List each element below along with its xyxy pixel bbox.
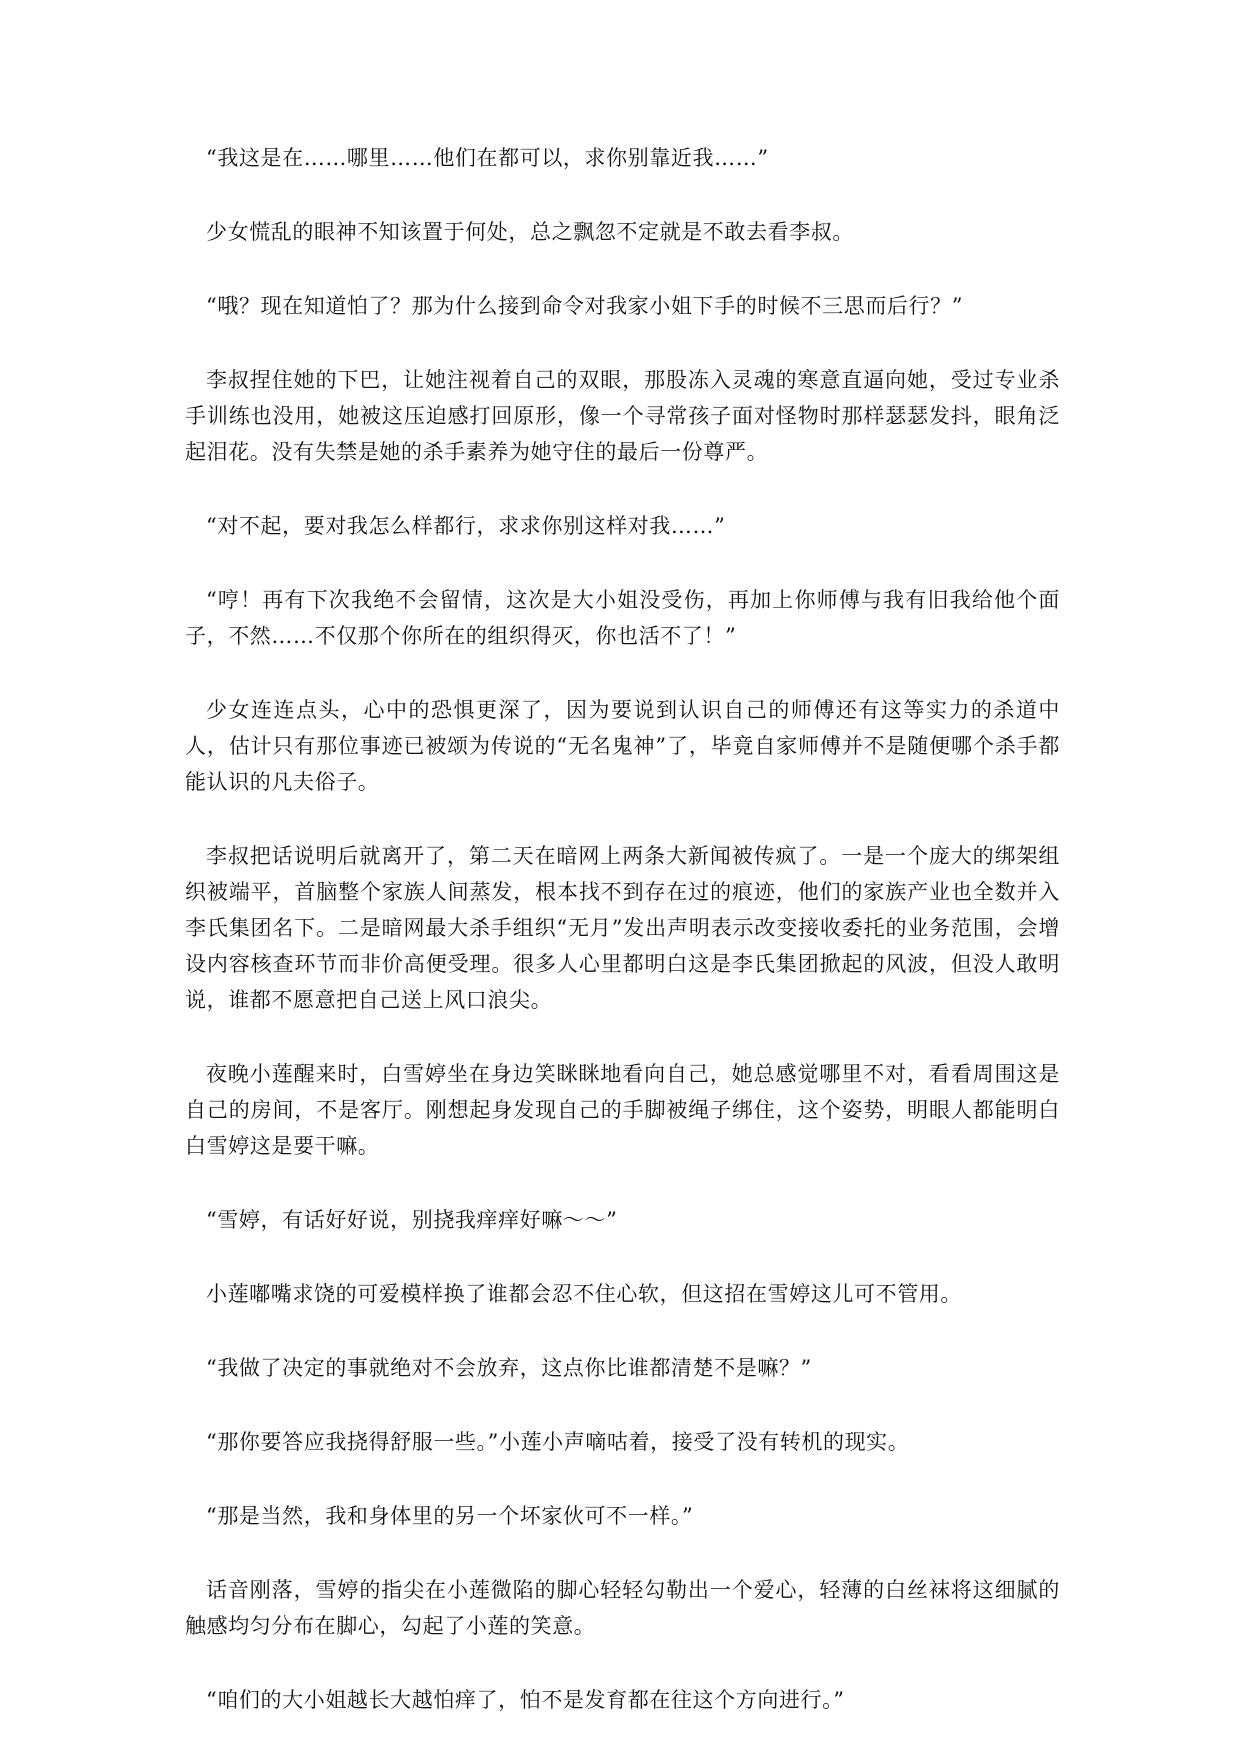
- paragraph-16: “咱们的大小姐越长大越怕痒了，怕不是发育都在往这个方向进行。”: [206, 1688, 845, 1712]
- paragraph-1: “我这是在……哪里……他们在都可以，求你别靠近我……”: [206, 146, 769, 170]
- paragraph-7: 少女连连点头，心中的恐惧更深了，因为要说到认识自己的师傅还有这等实力的杀道中人，估计只有那位事迹已被颂为传说的“无名鬼神”了，毕竟自家师傅并不是随便哪个杀手都能认识的凡夫俗子。: [185, 698, 1060, 794]
- paragraph-6: “哼！再有下次我绝不会留情，这次是大小姐没受伤，再加上你师傅与我有旧我给他个面子，不然……不仅那个你所在的组织得灭，你也活不了！”: [185, 588, 1060, 648]
- document-body: [185, 140, 1060, 1756]
- paragraph-14: “那是当然，我和身体里的另一个坏家伙可不一样。”: [206, 1504, 694, 1528]
- paragraph-15: 话音刚落，雪婷的指尖在小莲微陷的脚心轻轻勾勒出一个爱心，轻薄的白丝袜将这细腻的触感均匀分布在脚心，勾起了小莲的笑意。: [185, 1578, 1060, 1638]
- paragraph-11: 小莲嘟嘴求饶的可爱模样换了谁都会忍不住心软，但这招在雪婷这儿可不管用。: [206, 1282, 962, 1306]
- paragraph-3: “哦？现在知道怕了？那为什么接到命令对我家小姐下手的时候不三思而后行？”: [206, 294, 964, 318]
- paragraph-9: 夜晚小莲醒来时，白雪婷坐在身边笑眯眯地看向自己，她总感觉哪里不对，看看周围这是自己的房间，不是客厅。刚想起身发现自己的手脚被绳子绑住，这个姿势，明眼人都能明白白雪婷这是要干嘛。: [185, 1062, 1060, 1158]
- paragraph-13: “那你要答应我挠得舒服一些。”小莲小声嘀咕着，接受了没有转机的现实。: [206, 1430, 910, 1454]
- paragraph-12: “我做了决定的事就绝对不会放弃，这点你比谁都清楚不是嘛？”: [206, 1356, 812, 1380]
- paragraph-2: 少女慌乱的眼神不知该置于何处，总之飘忽不定就是不敢去看李叔。: [206, 220, 854, 244]
- paragraph-8: 李叔把话说明后就离开了，第二天在暗网上两条大新闻被传疯了。一是一个庞大的绑架组织被端平，首脑整个家族人间蒸发，根本找不到存在过的痕迹，他们的家族产业也全数并入李氏集团名下。二是暗网最大杀手组织“无月”发出声明表示改变接收委托的业务范围，会增设内容核查环节而非价高便受理。很多人心里都明白这是李氏集团掀起的风波，但没人敢明说，谁都不愿意把自己送上风口浪尖。: [185, 844, 1060, 1012]
- paragraph-4: 李叔捏住她的下巴，让她注视着自己的双眼，那股冻入灵魂的寒意直逼向她，受过专业杀手训练也没用，她被这压迫感打回原形，像一个寻常孩子面对怪物时那样瑟瑟发抖，眼角泛起泪花。没有失禁是她的杀手素养为她守住的最后一份尊严。: [185, 368, 1060, 464]
- paragraph-10: “雪婷，有话好好说，别挠我痒痒好嘛～～”: [206, 1208, 618, 1232]
- paragraph-5: “对不起，要对我怎么样都行，求求你别这样对我……”: [206, 514, 726, 538]
